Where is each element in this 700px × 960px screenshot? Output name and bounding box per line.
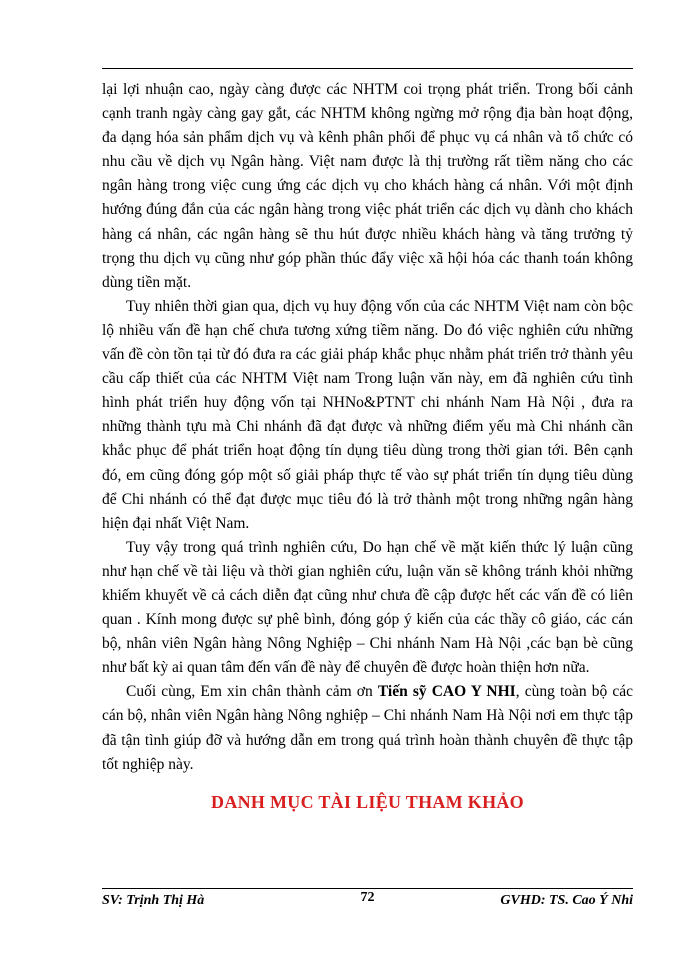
paragraph-apology: Tuy vậy trong quá trình nghiên cứu, Do hạn chế về mặt kiến thức lý luận cũng như hạn chế về tài liệu và thời gian nghiên cứu, luận văn sẽ không tránh khỏi những khiếm khuyết về cả cách diễn đạt cũng như chưa đề cập được hết các vấn đề có liên quan . Kính mong được sự phê bình, đóng góp ý kiến của các thầy cô giáo, các cán bộ, nhân viên Ngân hàng Nông Nghiệp – Chi nhánh Nam Hà Nội ,các bạn bè cũng như bất kỳ ai quan tâm đến vấn đề này để chuyên đề được hoàn thiện hơn nữa. [102, 538, 633, 677]
paragraph-intro-continued: lại lợi nhuận cao, ngày càng được các NHTM coi trọng phát triển. Trong bối cảnh cạnh tranh ngày càng gay gắt, các NHTM không ngừng mở rộng địa bàn hoạt động, đa dạng hóa sản phẩm dịch vụ và kênh phân phối để phục vụ cá nhân và tổ chức có nhu cầu về dịch vụ Ngân hàng. Việt nam được là thị trường rất tiềm năng cho các ngân hàng trong việc cung ứng các dịch vụ cho khách hàng cá nhân. Với một định hướng đúng đắn của các ngân hàng trong việc phát triển các dịch vụ dành cho khách hàng cá nhân, các ngân hàng sẽ thu hút được nhiều khách hàng và tăng trưởng tỷ trọng thu dịch vụ cũng như góp phần thúc đẩy việc xã hội hóa các thanh toán không dùng tiền mặt. [102, 81, 633, 291]
footer-student: SV: Trịnh Thị Hà [102, 893, 205, 908]
ack-text-before: Cuối cùng, Em xin chân thành cảm ơn [126, 683, 378, 701]
footer-advisor: GVHD: TS. Cao Ý Nhi [500, 893, 633, 908]
paragraph-limitations: Tuy nhiên thời gian qua, dịch vụ huy động vốn của các NHTM Việt nam còn bộc lộ nhiều vấn đề hạn chế chưa tương xứng tiềm năng. Do đó việc nghiên cứu những vấn đề còn tồn tại từ đó đưa ra các giải pháp khắc phục nhằm phát triển trở thành yêu cầu cấp thiết của các NHTM Việt nam Trong luận văn này, em đã nghiên cứu tình hình phát triển huy động vốn tại NHNo&PTNT chi nhánh Nam Hà Nội , đưa ra những thành tựu mà Chi nhánh đã đạt được và những điểm yếu mà Chi nhánh cần khắc phục để phát triển hoạt động tín dụng tiêu dùng trong thời gian tới. Bên cạnh đó, em cũng đóng góp một số giải pháp thực tế vào sự phát triển tín dụng tiêu dùng để Chi nhánh có thể đạt được mục tiêu đó là trở thành một trong những ngân hàng hiện đại nhất Việt Nam. [102, 297, 633, 532]
header-rule [102, 68, 633, 69]
footer-rule [102, 888, 633, 889]
page-footer [102, 890, 633, 915]
references-heading: DANH MỤC TÀI LIỆU THAM KHẢO [211, 792, 524, 812]
footer-page-number: 72 [360, 890, 375, 905]
paragraph-acknowledgement [102, 680, 633, 776]
advisor-name: Tiến sỹ CAO Y NHI [377, 683, 516, 701]
body-text [102, 78, 633, 777]
ack-text-after: , cùng toàn bộ các cán bộ, nhân viên Ngân hàng Nông nghiệp – Chi nhánh Nam Hà Nội nơi em thực tập đã tận tình giúp đỡ và hướng dẫn em trong quá trình hoàn thành chuyên đề thực tập tốt nghiệp này. [102, 683, 633, 773]
